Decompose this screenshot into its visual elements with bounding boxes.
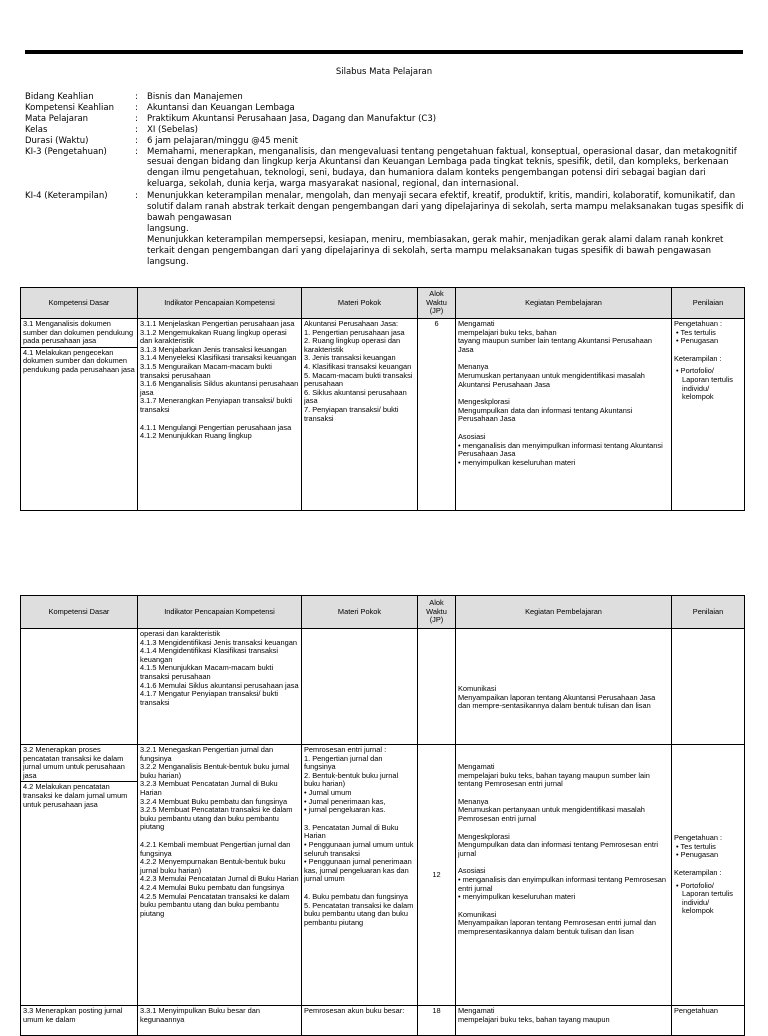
meta-label: Mata Pelajaran — [25, 113, 89, 124]
ki4-text-1: Menunjukkan keterampilan menalar, mengolah, dan menyaji secara efektif, kreatif, produktif, kritis, mandiri, kolaboratif, komunikatif, dan solutif dalam ranah abstrak terkait dengan pengembangan dari yang dipelajarinya di sekolah, serta mampu melaksanakan tugas spesifik di bawah pengawasan — [147, 191, 744, 223]
table-header-row — [21, 288, 745, 319]
meta-row — [25, 114, 745, 125]
ki4-row: KI-4 (Keterampilan) : Menunjukkan keterampilan menalar, mengolah, dan menyaji secara efektif, kreatif, produktif, kritis, mandiri, kolaboratif, komunikatif, dan solutif dalam ranah abstrak terkait dengan pengembangan dari yang dipelajarinya di sekolah, serta mampu melaksanakan tugas spesifik di bawah pengawasan langsung. Menunjukkan keterampilan mempersepsi, kesiapan, meniru, membiasakan, gerak mahir, menjadikan gerak alami dalam ranah konkret terkait dengan pengembangan dari yang dipelajarinya di sekolah, serta mampu melaksanakan tugas spesifik di bawah pengawasan langsung. — [25, 191, 744, 267]
indikator-item: 4.2.5 Memulai Pencatatan transaksi ke dalam buku pembantu utang dan buku pembantu piutang — [140, 891, 290, 918]
materi-item: Akuntansi Perusahaan Jasa: — [304, 319, 399, 328]
header-indikator: Indikator Pencapaian Kompetensi — [138, 596, 302, 629]
penilaian-cell: Pengetahuan — [672, 1006, 745, 1036]
materi-item: 2. Ruang lingkup operasi dan karakteristik — [304, 336, 401, 354]
materi-cell: Pemrosesan akun buku besar: — [302, 1006, 418, 1036]
kegiatan-cell — [456, 319, 672, 511]
indikator-item: 3.1.4 Menyeleksi Klasifikasi transaksi keuangan — [140, 353, 297, 363]
header-indikator: Indikator Pencapaian Kompetensi — [138, 288, 302, 319]
materi-item: 4. Klasifikasi transaksi keuangan — [304, 361, 412, 371]
header-penilaian: Penilaian — [672, 288, 745, 319]
materi-cell — [302, 745, 418, 1006]
kd-cell — [21, 319, 138, 511]
kegiatan-text: Mengumpulkan data dan informasi tentang Pemrosesan entri jurnal — [458, 840, 659, 858]
indikator-item: 4.2.2 Menyempurnakan Bentuk-bentuk buku jurnal buku harian) — [140, 857, 286, 875]
materi-item: • Penggunaan jurnal penerimaan kas, jurnal pengeluaran kas dan jurnal umum — [304, 857, 412, 884]
meta-row — [25, 92, 745, 103]
kegiatan-head: Asosiasi — [458, 866, 486, 876]
header-alok: Alok Waktu (JP) — [418, 288, 456, 319]
indikator-item: 3.2.3 Membuat Pencatatan Jurnal di Buku Harian — [140, 779, 278, 797]
materi-item: Pemrosesan entri jurnal : — [304, 745, 387, 754]
indikator-item: 3.2.1 Menegaskan Pengertian jurnal dan fungsinya — [140, 745, 274, 763]
table-header-row — [21, 596, 745, 629]
ki4-text-3: Menunjukkan keterampilan mempersepsi, kesiapan, meniru, membiasakan, gerak mahir, menjadikan gerak alami dalam ranah konkret terkait dengan pengembangan dari yang dipelajarinya di sekolah, serta mampu melaksanakan tugas spesifik di bawah pengawasan langsung. — [147, 234, 724, 267]
alok-cell: 6 — [418, 319, 456, 511]
meta-value: Akuntansi dan Keuangan Lembaga — [147, 102, 295, 113]
indikator-item: 4.1.6 Memulai Siklus akuntansi perusahaan jasa — [140, 680, 299, 690]
meta-row — [25, 103, 745, 114]
kd-cell: 3.3 Menerapkan posting jurnal umum ke dalam — [21, 1006, 138, 1036]
kegiatan-text: • menyimpulkan keseluruhan materi — [458, 892, 576, 902]
kegiatan-cell — [456, 745, 672, 1006]
indikator-cell — [138, 319, 302, 511]
penilaian-pengetahuan: Pengetahuan : — [674, 833, 723, 843]
penilaian-keterampilan: Keterampilan : — [674, 353, 722, 363]
page-title: Silabus Mata Pelajaran — [335, 67, 433, 77]
penilaian-cell — [672, 629, 745, 745]
materi-item: 2. Bentuk-bentuk buku jurnal buku harian) — [304, 770, 399, 789]
kegiatan-text: Menyampaikan laporan tentang Pemrosesan entri jurnal dan mempresentasikannya dalam bentuk tulisan dan lisan — [458, 918, 657, 936]
alok-cell: 12 — [418, 745, 456, 1006]
materi-item: 3. Pencatatan Jurnal di Buku Harian — [304, 822, 399, 841]
kegiatan-head: Komunikasi — [458, 909, 497, 919]
kegiatan-head: Mengamati — [458, 1006, 495, 1015]
kd-item: 3.2 Menerapkan proses pencatatan transaksi ke dalam jurnal umum untuk perusahaan jasa — [21, 745, 137, 782]
indikator-item: 3.1.1 Menjelaskan Pengertian perusahaan jasa — [140, 319, 295, 328]
indikator-item: 3.2.4 Membuat Buku pembatu dan fungsinya — [140, 796, 288, 806]
meta-colon: : — [135, 113, 138, 124]
ki3-text: Memahami, menerapkan, menganalisis, dan mengevaluasi tentang pengetahuan faktual, konseptual, operasional dasar, dan metakognitif sesuai dengan bidang dan lingkup kerja Akuntansi dan Keuangan Lembaga pada tingkat teknis, spesifik, detil, dan kompleks, berkenaan dengan ilmu pengetahuan, teknologi, seni, budaya, dan humaniora dalam konteks pengembangan potensi diri sebagai bagian dari keluarga, sekolah, dunia kerja, warga masyarakat nasional, regional, dan internasional. — [147, 146, 737, 190]
materi-item: 7. Penyiapan transaksi/ bukti transaksi — [304, 404, 399, 423]
meta-row — [25, 125, 745, 136]
meta-label: Kelas — [25, 124, 48, 135]
indikator-item: 4.1.3 Mengidentifikasi Jenis transaksi keuangan — [140, 637, 297, 647]
penilaian-item: • Penugasan — [676, 336, 719, 346]
indikator-cell: 3.3.1 Menyimpulkan Buku besar dan kegunaannya — [138, 1006, 302, 1036]
penilaian-keterampilan: Keterampilan : — [674, 867, 722, 877]
header-kegiatan: Kegiatan Pembelajaran — [456, 288, 672, 319]
indikator-item: 4.1.7 Mengatur Penyiapan transaksi/ bukti transaksi — [140, 689, 279, 707]
indikator-item: 4.1.5 Menunjukkan Macam-macam bukti transaksi perusahaan — [140, 663, 274, 681]
kegiatan-head: Mengamati — [458, 319, 495, 328]
header-alok: Alok Waktu (JP) — [418, 596, 456, 629]
kegiatan-head: Mengamati — [458, 762, 495, 771]
kegiatan-head: Menanya — [458, 362, 489, 372]
kegiatan-text: Menyampaikan laporan tentang Akuntansi Perusahaan Jasa dan mempre-sentasikannya dalam bentuk tulisan dan lisan — [458, 692, 656, 711]
indikator-item: 3.1.7 Menerangkan Penyiapan transaksi/ bukti transaksi — [140, 396, 293, 414]
penilaian-cell — [672, 745, 745, 1006]
header-materi: Materi Pokok — [302, 596, 418, 629]
syllabus-table-1 — [20, 287, 745, 511]
materi-cell — [302, 629, 418, 745]
header-kd: Kompetensi Dasar — [21, 596, 138, 629]
table-row — [21, 1006, 745, 1036]
ki4-text-2: langsung. — [147, 223, 189, 234]
table-row — [21, 745, 745, 1006]
materi-item: 1. Pengertian jurnal dan fungsinya — [304, 753, 383, 772]
materi-item: 1. Pengertian perusahaan jasa — [304, 327, 405, 337]
syllabus-table-2 — [20, 595, 745, 1036]
kegiatan-head: Mengeskplorasi — [458, 397, 510, 407]
meta-value: XI (Sebelas) — [147, 124, 198, 135]
penilaian-item: • Portofolio/ Laporan tertulis individu/ kelompok — [676, 880, 733, 916]
indikator-item: 3.1.3 Menjabarkan Jenis transaksi keuangan — [140, 344, 287, 354]
materi-cell — [302, 319, 418, 511]
kegiatan-text: Merumuskan pertanyaan untuk mengidentifikasi masalah Akuntansi Perusahaan Jasa — [458, 370, 645, 389]
materi-item: 6. Siklus akuntansi perusahaan jasa — [304, 387, 407, 406]
materi-item: • jurnal pengeluaran kas. — [304, 805, 386, 815]
penilaian-cell — [672, 319, 745, 511]
syllabus-meta — [25, 92, 745, 268]
indikator-item: 4.1.4 Mengidentifikasi Klasifikasi transaksi keuangan — [140, 646, 279, 664]
header-materi: Materi Pokok — [302, 288, 418, 319]
kegiatan-head: Menanya — [458, 796, 489, 806]
indikator-item: 3.1.5 Menguraikan Macam-macam bukti transaksi perusahaan — [140, 361, 272, 380]
kegiatan-head: Asosiasi — [458, 431, 486, 441]
alok-cell — [418, 629, 456, 745]
indikator-item: operasi dan karakteristik — [140, 629, 221, 638]
top-rule — [25, 50, 743, 54]
kd-item: 4.1 Melakukan pengecekan dokumen sumber dan dokumen pendukung pada perusahaan jasa — [23, 347, 135, 374]
materi-item: 3. Jenis transaksi keuangan — [304, 353, 396, 363]
penilaian-item: • Tes tertulis — [676, 327, 716, 337]
meta-label: Bidang Keahlian — [25, 92, 94, 102]
materi-item: • Penggunaan jurnal umum untuk seluruh transaksi — [304, 839, 414, 858]
meta-label: Durasi (Waktu) — [25, 135, 89, 146]
kd-item: 4.2 Melakukan pencatatan transaksi ke dalam jurnal umum untuk perusahaan jasa — [23, 782, 128, 809]
kd-cell — [21, 745, 138, 1006]
meta-value: 6 jam pelajaran/minggu @45 menit — [147, 135, 298, 146]
penilaian-item: • Portofolio/ Laporan tertulis individu/ kelompok — [676, 366, 733, 402]
materi-item: 4. Buku pembatu dan fungsinya — [304, 891, 408, 901]
header-kd: Kompetensi Dasar — [21, 288, 138, 319]
table-row — [21, 319, 745, 511]
indikator-item: 3.2.2 Menganalisis Bentuk-bentuk buku jurnal buku harian) — [140, 762, 290, 780]
penilaian-item: • Penugasan — [676, 850, 719, 860]
ki4-label: KI-4 (Keterampilan) — [25, 191, 108, 202]
indikator-item: 4.1.1 Mengulangi Pengertian perusahaan jasa — [140, 422, 292, 432]
indikator-item: 3.1.2 Mengemukakan Ruang lingkup operasi dan karakteristik — [140, 327, 287, 346]
meta-colon: : — [135, 124, 138, 135]
meta-label: Kompetensi Keahlian — [25, 102, 114, 113]
penilaian-pengetahuan: Pengetahuan : — [674, 319, 723, 328]
ki3-row: KI-3 (Pengetahuan) : Memahami, menerapkan, menganalisis, dan mengevaluasi tentang pengetahuan faktual, konseptual, operasional dasar, dan metakognitif sesuai dengan bidang dan lingkup kerja Akuntansi dan Keuangan Lembaga pada tingkat teknis, spesifik, detil, dan kompleks, berkenaan dengan ilmu pengetahuan, teknologi, seni, budaya, dan humaniora dalam konteks pengembangan potensi diri sebagai bagian dari keluarga, sekolah, dunia kerja, warga masyarakat nasional, regional, dan internasional. — [25, 147, 745, 191]
meta-colon: : — [135, 102, 138, 113]
kegiatan-text: mempelajari buku teks, bahan tayang maupun — [458, 1014, 610, 1024]
kegiatan-head: Komunikasi — [458, 684, 497, 693]
indikator-item: 4.2.4 Memulai Buku pembatu dan fungsinya — [140, 882, 285, 892]
indikator-cell — [138, 629, 302, 745]
indikator-item: 4.1.2 Menunjukkan Ruang lingkup — [140, 431, 252, 441]
indikator-item: 4.2.1 Kembali membuat Pengertian jurnal dan fungsinya — [140, 839, 291, 858]
kegiatan-text: • menganalisis dan enyimpulkan informasi tentang Pemrosesan entri jurnal — [458, 874, 666, 893]
indikator-cell — [138, 745, 302, 1006]
kegiatan-text: mempelajari buku teks, bahan — [458, 327, 557, 337]
indikator-item: 3.2.5 Membuat Pencatatan transaksi ke dalam buku pembantu utang dan buku pembantu piutang — [140, 805, 293, 832]
meta-value: Bisnis dan Manajemen — [147, 92, 243, 102]
ki3-label: KI-3 (Pengetahuan) — [25, 146, 107, 157]
kegiatan-text: Merumuskan pertanyaan untuk mengidentifikasi masalah Pemrosesan entri jurnal — [458, 805, 645, 823]
meta-row — [25, 136, 745, 147]
kd-cell — [21, 629, 138, 745]
table-row — [21, 629, 745, 745]
materi-item: 5. Macam-macam bukti transaksi perusahaan — [304, 370, 413, 389]
materi-item: • Jurnal umum — [304, 787, 352, 797]
meta-value: Praktikum Akuntansi Perusahaan Jasa, Dagang dan Manufaktur (C3) — [147, 113, 437, 124]
kegiatan-text: Mengumpulkan data dan informasi tentang Akuntansi Perusahaan Jasa — [458, 405, 633, 424]
meta-colon: : — [135, 135, 138, 146]
penilaian-item: • Tes tertulis — [676, 841, 716, 851]
alok-cell: 18 — [418, 1006, 456, 1036]
header-penilaian: Penilaian — [672, 596, 745, 629]
kegiatan-text: • menyimpulkan keseluruhan materi — [458, 457, 576, 467]
indikator-item: 3.1.6 Menganalisis Siklus akuntansi perusahaan jasa — [140, 379, 299, 397]
kegiatan-cell — [456, 629, 672, 745]
kd-item: 3.1 Menganalisis dokumen sumber dan dokumen pendukung pada perusahaan jasa — [21, 319, 137, 348]
kegiatan-text: mempelajari buku teks, bahan tayang maupun sumber lain tentang Pemrosesan entri jurnal — [458, 770, 650, 789]
kegiatan-cell — [456, 1006, 672, 1036]
kegiatan-text: • menganalisis dan menyimpulkan informasi tentang Akuntansi Perusahaan Jasa — [458, 440, 663, 459]
meta-colon: : — [135, 92, 138, 102]
kegiatan-text: tayang maupun sumber lain tentang Akuntansi Perusahaan Jasa — [458, 336, 652, 354]
kegiatan-head: Mengeskplorasi — [458, 831, 510, 841]
materi-item: • Jurnal penerimaan kas, — [304, 796, 386, 806]
indikator-item: 4.2.3 Memulai Pencatatan Jurnal di Buku Harian — [140, 874, 299, 884]
header-kegiatan: Kegiatan Pembelajaran — [456, 596, 672, 629]
materi-item: 5. Pencatatan transaksi ke dalam buku pembantu utang dan buku pembantu piutang — [304, 900, 414, 927]
